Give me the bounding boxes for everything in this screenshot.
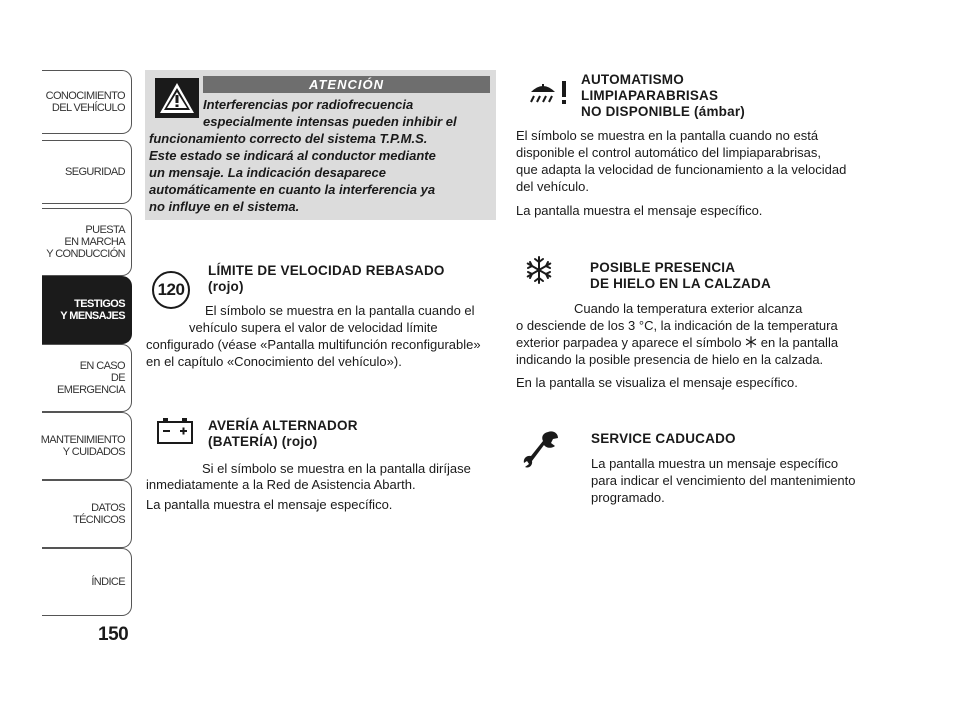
snowflake-inline-icon <box>745 336 757 348</box>
service-text: programado. <box>591 490 665 505</box>
page-number: 150 <box>98 624 129 645</box>
warning-line: automáticamente en cuanto la interferencia ya <box>149 182 436 197</box>
ice-title: DE HIELO EN LA CALZADA <box>590 276 771 291</box>
service-text: para indicar el vencimiento del mantenimiento <box>591 473 856 488</box>
tab-label: TESTIGOS Y MENSAJES <box>60 298 125 322</box>
tab-emergencia[interactable] <box>42 344 132 412</box>
service-title: SERVICE CADUCADO <box>591 431 736 446</box>
wiper-text: que adapta la velocidad de funcionamiento a la velocidad <box>516 162 847 177</box>
tab-label: SEGURIDAD <box>65 166 125 178</box>
tab-label: PUESTA EN MARCHA Y CONDUCCIÓN <box>46 224 125 260</box>
alternator-text: inmediatamente a la Red de Asistencia Abarth. <box>146 477 416 492</box>
speed-limit-text: vehículo supera el valor de velocidad límite <box>189 320 438 335</box>
warning-line: un mensaje. La indicación desaparece <box>149 165 386 180</box>
service-text: La pantalla muestra un mensaje específico <box>591 456 839 471</box>
alternator-text: La pantalla muestra el mensaje específico. <box>146 497 393 512</box>
ice-text: En la pantalla se visualiza el mensaje específico. <box>516 375 798 390</box>
wiper-text: del vehículo. <box>516 179 589 194</box>
ice-text: o desciende de los 3 °C, la indicación de la temperatura <box>516 318 838 333</box>
alternator-title: (BATERÍA) (rojo) <box>208 434 318 449</box>
warning-line: no influye en el sistema. <box>149 199 300 214</box>
snowflake-icon <box>524 255 554 285</box>
wiper-text: El símbolo se muestra en la pantalla cuando no está <box>516 128 819 143</box>
speed-limit-icon: 120 <box>152 271 190 309</box>
warning-line: Interferencias por radiofrecuencia <box>203 97 414 112</box>
ice-text: Cuando la temperatura exterior alcanza <box>574 301 803 316</box>
tab-label: EN CASO DE EMERGENCIA <box>57 360 125 396</box>
ice-text: indicando la posible presencia de hielo en la calzada. <box>516 352 824 367</box>
tab-seguridad[interactable] <box>42 140 132 204</box>
tab-conocimiento[interactable] <box>42 70 132 134</box>
ice-title: POSIBLE PRESENCIA <box>590 260 736 275</box>
tab-puesta-en-marcha[interactable] <box>42 208 132 276</box>
tab-label: MANTENIMIENTO Y CUIDADOS <box>40 434 125 458</box>
warning-triangle-icon <box>155 78 199 118</box>
battery-icon <box>157 418 193 444</box>
tab-mantenimiento[interactable] <box>42 412 132 480</box>
tab-indice[interactable] <box>42 548 132 616</box>
warning-header: ATENCIÓN <box>203 76 490 93</box>
alternator-title: AVERÍA ALTERNADOR <box>208 418 358 433</box>
warning-line: funcionamiento correcto del sistema T.P.M.S. <box>149 131 428 146</box>
warning-box <box>145 70 496 220</box>
alternator-text: Si el símbolo se muestra en la pantalla diríjase <box>202 461 471 476</box>
speed-limit-title: LÍMITE DE VELOCIDAD REBASADO <box>208 263 445 278</box>
wiper-warning-icon <box>528 78 572 108</box>
wiper-text: disponible el control automático del limpiaparabrisas, <box>516 145 821 160</box>
tab-testigos[interactable] <box>42 276 132 344</box>
tab-label: ÍNDICE <box>91 576 125 588</box>
speed-limit-title: (rojo) <box>208 279 244 294</box>
wiper-text: La pantalla muestra el mensaje específico. <box>516 203 763 218</box>
tab-label: DATOS TÉCNICOS <box>72 502 125 526</box>
wiper-title: NO DISPONIBLE (ámbar) <box>581 104 745 119</box>
tab-datos-tecnicos[interactable] <box>42 480 132 548</box>
ice-text-part: exterior parpadea y aparece el símbolo <box>516 335 742 350</box>
warning-line: especialmente intensas pueden inhibir el <box>203 114 457 129</box>
wiper-title: LIMPIAPARABRISAS <box>581 88 719 103</box>
warning-line: Este estado se indicará al conductor mediante <box>149 148 436 163</box>
speed-limit-text: El símbolo se muestra en la pantalla cuando el <box>205 303 475 318</box>
speed-limit-text: en el capítulo «Conocimiento del vehículo»). <box>146 354 402 369</box>
wrench-icon <box>522 428 562 470</box>
tab-label: CONOCIMIENTO DEL VEHÍCULO <box>45 90 125 114</box>
ice-text <box>516 335 838 351</box>
speed-limit-text: configurado (véase «Pantalla multifunción reconfigurable» <box>146 337 481 352</box>
ice-text-part: en la pantalla <box>760 335 839 350</box>
wiper-title: AUTOMATISMO <box>581 72 684 87</box>
